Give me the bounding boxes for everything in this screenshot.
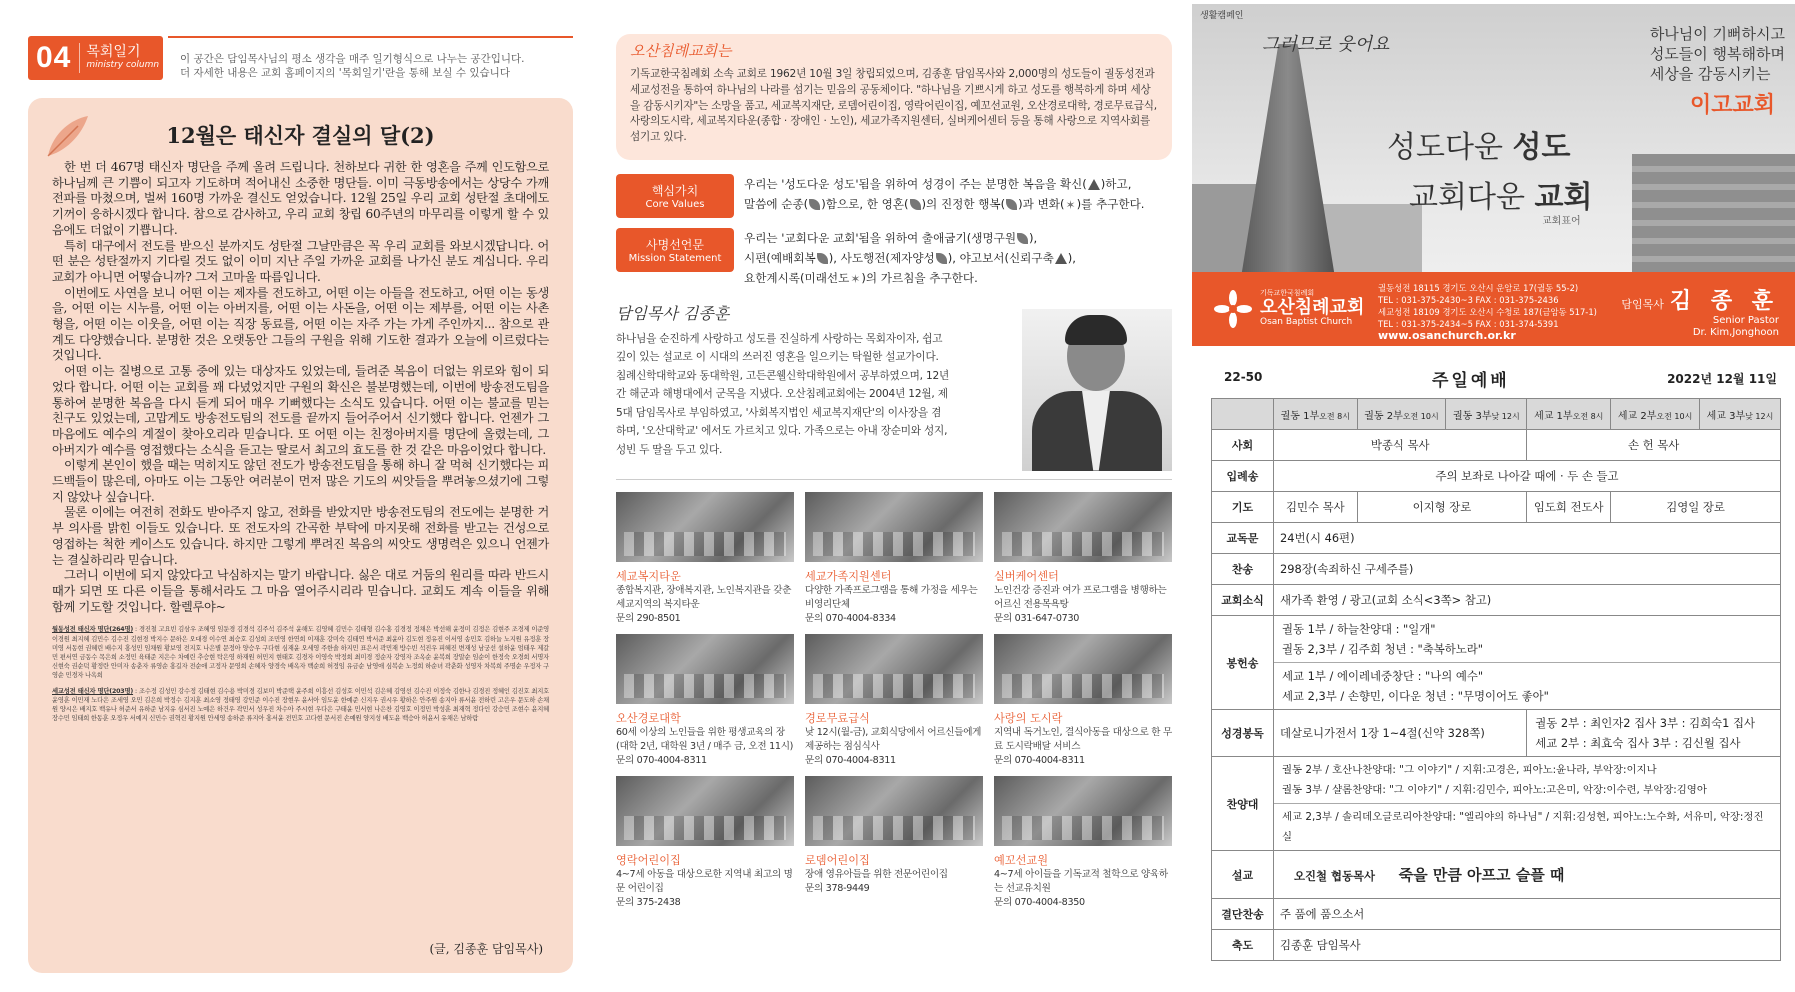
mountain-icon [1088,179,1100,190]
table-row: 성경봉독 데살로니가전서 1장 1~4절(신약 328쪽) 궐동 2부 : 최인자2 집사 3부 : 김희숙1 집사 세교 2부 : 최효숙 집사 3부 : 김신월 집사 [1212,710,1781,757]
divider [616,479,1172,480]
ministry-card: 예꼬선교원 4~7세 아이들을 기독교적 철학으로 양육하는 선교유치원 문의 070-4004-8350 [994,776,1172,910]
worship-header [1192,354,1795,392]
service-times-row [1212,399,1781,430]
cover-image [1192,4,1795,346]
ministry-card: 로뎀어린이집 장애 영유아들을 위한 전문어린이집 문의 378-9449 [805,776,983,910]
church-info-bar [1192,272,1795,346]
church-tower-illustration [1240,44,1336,284]
core-values-text: 우리는 '성도다운 성도'됨을 위하여 성경이 주는 분명한 복음을 확신( )하고, 말씀에 순종( )함으로, 한 영혼( )의 진정한 행복( )과 변화(✶)를 추구한다. [744,174,1144,215]
ministry-photo [805,634,983,704]
table-row: 교독문 24번(시 46편) [1212,523,1781,554]
ministry-card: 영락어린이집 4~7세 아동을 대상으로한 지역내 최고의 명문 어린이집 문의 375-2438 [616,776,794,910]
campaign-logo: 그러므로 웃어요 [1262,34,1390,55]
letter-paragraph: 물론 이에는 여전히 전화도 받아주지 않고, 전화를 받았지만 방송전도팀의 전도에는 분명한 거부 의사를 밝힌 이들도 있습니다. 또 전도자의 간곡한 부탁에 마지못해 전화를 받고는 건성으로 영접하는 척한 케이스도 있습니다. 하지만 그렇게 뿌려진 복음의 씨앗도 생명력은 있으니 언젠가는 결실하리라 믿습니다. [52,505,549,567]
intro-text: 기독교한국침례회 소속 교회로 1962년 10월 3일 창립되었으며, 김종훈 담임목사와 2,000명의 성도들이 궐동성전과 세교성전을 통하여 하나님의 나라를 섬기는 믿음의 공동체이다. "하나님을 기쁘시게 하고 성도를 행복하게 하며 세상을 감동시키자"는 소망을 품고, 세교복지재단, 로뎀어린이집, 영락어린이집, 예꼬선교원, 오산경로대학, 경로무료급식, 사랑의도시락, 세교복지타운(종합 · 장애인 · 노인), 세교가족지원센터, 실버케어센터 등을 통해 사랑으로 지역사회를 섬기고 있다. [630,68,1157,144]
ministry-photo [994,776,1172,846]
table-row: 축도 김종훈 담임목사 [1212,930,1781,961]
church-logo: 기독교한국침례회 오산침례교회 Osan Baptist Church [1214,290,1364,328]
letter-body [52,160,549,615]
ministry-photo [616,776,794,846]
pastor-profile [616,301,1172,471]
ministry-photo [805,776,983,846]
ministry-photo [805,492,983,562]
mission-statement-badge: 사명선언문 Mission Statement [616,228,734,272]
senior-pastor: 담임목사 김 종 훈 Senior Pastor Dr. Kim,Jonghoon [1621,289,1779,338]
table-row: 교회소식 새가족 환영 / 광고(교회 소식<3쪽> 참고) [1212,585,1781,616]
pastor-bio: 하나님을 순진하게 사랑하고 성도를 진실하게 사랑하는 목회자이자, 쉽고 깊이 있는 설교로 이 시대의 쓰러진 영혼을 일으키는 탁월한 설교가이다. 침례신학대학교와 동대학원, 고든콘웰신학대학원에서 공부하였으며, 12년간 해군과 해병대에서 군목을 지냈다. 오산침례교회에는 2004년 12월, 제5대 담임목사로 부임하였고, '사회복지법인 세교복지재단'의 이사장을 겸하며, '오산대학교' 에서도 가르치고 있다. 가족으로는 아내 장순미와 성지, 성빈 두 딸을 두고 있다. [616,332,950,457]
leaf-icon [809,199,820,210]
ministry-photo [616,634,794,704]
letter-paragraph: 특히 대구에서 전도를 받으신 분까지도 성탄절 그날만큼은 꼭 우리 교회를 와보시겠답니다. 어떤 분은 성탄절까지 기다릴 것도 없이 이미 지난 주일 가까운 교회를 나가신 분도 계십니다. 우리 교회가 아니면 어떻습니까? 그저 고마울 따름입니다. [52,238,549,284]
bulletin-number: 22-50 [1224,370,1263,384]
table-row: 찬양대 궐동 2부 / 호산나찬양대: "그 이야기" / 지휘:고경은, 피아노:윤나라, 부악장:이지나 궐동 3부 / 샬롬찬양대: "그 이야기" / 지휘:김민수, 피아노:고은미, 악장:이수련, 부악장:김영아 세교 2,3부 / 솔리데오글로리아찬양대: "엘리야의 하나님" / 지휘:김성현, 피아노:노수화, 서유미, 악장:정진실 [1212,757,1781,851]
column-title-en: ministry column [86,59,160,70]
drop-icon [936,253,947,264]
sermon-title: 죽을 만큼 아프고 슬플 때 [1398,866,1565,884]
motto-note: 교회표어 [1542,216,1581,227]
table-row: 결단찬송 주 품에 품으소서 [1212,899,1781,930]
ministry-card: 오산경로대학 60세 이상의 노인들을 위한 평생교육의 장 (대학 2년, 대학원 3년 / 매주 금, 오전 11시) 문의 070-4004-8311 [616,634,794,768]
service-column: 세교 1부오전 8시 [1527,399,1611,430]
website-link[interactable]: www.osanchurch.or.kr [1378,329,1516,342]
ministry-photo [994,492,1172,562]
service-column: 궐동 3부낮 12시 [1446,399,1527,430]
church-info-page [616,34,1172,984]
table-row: 설교 오진철 협동목사 죽을 만큼 아프고 슬플 때 [1212,851,1781,899]
ministry-card: 세교복지타운 종합복지관, 장애복지관, 노인복지관을 갖춘 세교지역의 복지타운 문의 290-8501 [616,492,794,626]
worship-order-table [1211,398,1781,961]
ministry-card: 실버케어센터 노인건강 증진과 여가 프로그램을 병행하는 어르신 전용목욕탕 문의 031-647-0730 [994,492,1172,626]
mission-statement-row [616,228,1172,289]
service-column: 세교 3부낮 12시 [1699,399,1780,430]
column-title: 목회일기 [86,44,141,61]
column-description: 이 공간은 담임목사님의 평소 생각을 매주 일기형식으로 나누는 공간입니다. 더 자세한 내용은 교회 홈페이지의 '목회일기'란을 통해 보실 수 있습니다 [180,53,525,79]
church-intro-box [616,34,1172,160]
ministry-photo [994,634,1172,704]
drop-icon [910,199,921,210]
core-values-badge: 핵심가치 Core Values [616,174,734,218]
church-slogan: 하나님이 기뻐하시고 성도들이 행복해하며 세상을 감동시키는 [1649,25,1785,83]
worship-title: 주일예배 [1432,371,1510,391]
leaf-icon [1017,233,1028,244]
church-address: 궐동성전 18115 경기도 오산시 운암로 17(궐동 55-2) TEL : 031-375-2430~3 FAX : 031-375-2436 세교성전 18109 경기도 오산시 수청로 187(금암동 517-1) TEL : 031-375-2434~5 FAX : 031-374-5391 www.osanchurch.or.kr [1378,283,1597,342]
prospect-list-segyo: 세교성전 태신자 명단(203명) : 조수정 김성민 강수정 김태현 김수용 박미경 김보미 박준택 윤주희 이흥선 김성호 이민석 김은혜 김영선 김수진 이정숙 김한나 김경진 정혜인 김진호 최지호 윤영훈 이민재 노다은 조세영 오민 김은희 박정수 김지훈 최소영 정태영 강민준 이수진 장현우 윤서아 임도윤 한예준 신지우 권시우 황하은 안주원 송지아 류서윤 전하린 고은우 문도하 손채원 양시은 배지호 백유나 허준서 유하준 남지유 심서진 노예은 하건우 곽민서 성우진 차수아 주시현 우다은 구태윤 민서현 나은찬 김영호 이정민 박성훈 최재혁 정다인 강승민 조현수 윤지혜 장수민 임태희 한동훈 오정우 서예지 신민수 권혁진 황지원 안세영 송하준 류지아 홍서윤 전민호 고다현 문서진 손예원 양지성 배도윤 백승아 허윤서 유채은 남하람 [52,687,549,723]
ministries-grid [616,492,1172,910]
bulletin-cover-page [1192,4,1795,992]
letter-signature: (글, 김종훈 담임목사) [429,942,543,956]
service-column: 궐동 2부오전 10시 [1357,399,1446,430]
prospect-name-lists [52,625,549,723]
letter-panel [28,98,573,973]
letter-paragraph: 이렇게 본인이 했을 때는 먹히지도 않던 전도가 방송전도팀을 통해 하니 잘 먹혀 신기했다는 피드백들이 많은데, 아마도 이는 그동안 여러분이 먼저 많은 기도의 씨앗들을 뿌려놓으셨기에 그렇지 않았나 싶습니다. [52,458,549,504]
table-row: 사회 박종식 목사 손 헌 목사 [1212,430,1781,461]
campaign-label: 생활캠페인 [1200,11,1244,21]
header-rule [168,36,573,38]
brand-logo: 이고교회 [1689,92,1775,118]
letter-paragraph: 어떤 이는 질병으로 고통 중에 있는 대상자도 있었는데, 들려준 복음이 더없는 위로와 힘이 되었다 합니다. 어떤 이는 교회를 꽤 다녔었지만 구원의 확신은 불분명했는데, 이번에 방송전도팀을 통하여 분명한 복음을 다시 듣게 되어 매우 기뻐했다는 소식도 있습니다. 어떤 이는 불교를 믿는 친구도 있었는데, 고맙게도 방송전도팀의 전도를 끝까지 들어주어서 신기했다 합니다. 언젠가 그 마음에도 예수의 계절이 찾아오리라 믿습니다. 또 어떤 이는 친정아버지를 명단에 올렸는데, 그 아버지가 예수를 영접했다는 소식을 듣고는 딸로서 최고의 효도를 한 것 같은 마음이었다 합니다. [52,364,549,457]
service-column: 세교 2부오전 10시 [1611,399,1700,430]
table-row: 입례송 주의 보좌로 나아갈 때에 · 두 손 들고 [1212,461,1781,492]
moon-icon [817,253,828,264]
core-values-row [616,174,1172,218]
letter-paragraph: 그러니 이번에 되지 않았다고 낙심하지는 말기 바랍니다. 싫은 대로 거둠의 원리를 따라 반드시 때가 되면 또 다른 이들을 통해서라도 그 마음 열어주시리라 믿습니다. 교회도 계속 이들을 위해 함께 기도할 것입니다. 할렐루야~ [52,568,549,614]
moon-icon [1006,199,1017,210]
leaf-ornament-icon [38,106,98,166]
star-icon: ✶ [1065,197,1076,212]
preacher: 오진철 협동목사 [1294,869,1375,883]
ministry-photo [616,492,794,562]
page-number-badge [28,36,163,80]
table-row: 기도 김민수 목사 이지형 장로 임도희 전도사 김영일 장로 [1212,492,1781,523]
letter-title: 12월은 태신자 결실의 달(2) [166,123,435,148]
table-row: 찬송 298장(속죄하신 구세주를) [1212,554,1781,585]
page-number: 04 [28,43,80,73]
ministry-column-page [28,30,573,980]
mission-statement-text: 우리는 '교회다운 교회'됨을 위하여 출애굽기(생명구원 ), 시편(예배회복 ), 사도행전(제자양성 ), 야고보서(신뢰구축 ), 요한계시록(미래선도✶)의 가르침을 추구한다. [744,228,1076,289]
mountain-icon [1055,253,1067,264]
letter-paragraph: 한 번 더 467명 태신자 명단을 주께 올려 드립니다. 천하보다 귀한 한 영혼을 주께 인도함으로 하나님께 큰 기쁨이 되고자 기도하며 적어내신 소중한 명단들. 이미 극동방송에서는 상당수 가깨 전파를 마쳤으며, 벌써 160명 가까운 결신도 얻었습니다. 12월 25일 우리 교회 성탄절 초대에도 기꺼이 응하시겠다 합니다. 참으로 감사하고, 우리 교회 창립 60주년의 마무리를 이렇게 할 수 있음에도 더없이 기쁩니다. [52,160,549,237]
flower-logo-icon [1214,290,1252,328]
star-icon: ✶ [850,271,861,286]
ministry-card: 세교가족지원센터 다양한 가족프로그램을 통해 가정을 세우는 비영리단체 문의 070-4004-8334 [805,492,983,626]
pastor-heading: 담임목사 김종훈 [616,303,730,323]
column-header [28,30,573,86]
pastor-photo [1022,309,1172,471]
intro-heading: 오산침례교회는 [630,42,732,60]
service-column: 궐동 1부오전 8시 [1274,399,1358,430]
prospect-list-gwoldong: 월동성전 태신자 명단(264명) : 경진철 고요빈 김삼우 조혜영 임둔경 김경석 김주석 김주석 윤해도 김영혜 김민수 김태형 김수홍 김경정 정채은 박선해 윤정미 김정은 김현주 조경제 이준영 이경원 최지혜 김민수 김수진 김현경 박지수 문하은 오대경 이수연 최승호 김성희 조민영 한연희 이재훈 강미숙 김태연 박서준 최윤아 김도현 정유진 이서영 송민호 김하늘 노지원 유정훈 장미영 서동현 권혜린 배수지 홍성민 임채원 황보영 전지호 나은별 문정아 양승우 구다현 심재윤 오세영 주한솔 하지민 표은서 곽민재 방수빈 석진우 피혜진 변재성 남궁선 설하윤 엄태우 제갈민 편서연 금동수 목은희 소정민 육태준 지은수 차예린 추승현 탁은영 하재원 허민지 현태호 김경자 이영숙 박정희 최미경 정순자 강영자 조옥순 윤복희 장말순 임순이 한정숙 오경희 서명자 신현숙 권순덕 황정란 안미자 송춘자 류영순 홍길자 전순애 고정자 문영희 손혜자 양경숙 배옥자 백순희 허정임 유금순 남영애 심복순 노정희 하순녀 곽춘화 성영자 차복희 주명순 우정자 구영순 민경자 나옥희 [52,626,549,680]
letter-paragraph: 이번에도 사연을 보니 어떤 이는 제자를 전도하고, 어떤 이는 아들을 전도하고, 어떤 이는 동생을, 어떤 이는 시누를, 어떤 이는 아버지를, 어떤 이는 사돈을, 어떤 이는 제부를, 어떤 이는 사촌 형을, 어떤 이는 이웃을, 어떤 이는 직장 동료를, 어떤 이는 자주 가는 가게 주인까지... 참으로 관계도 다양했습니다. 분명한 것은 오랫동안 그들의 구원을 위해 기도한 결과가 오늘에 이르렀다는 것입니다. [52,285,549,363]
ministry-card: 사랑의 도시락 지역내 독거노인, 결식아동을 대상으로 한 무료 도시락배달 서비스 문의 070-4004-8311 [994,634,1172,768]
ministry-card: 경로무료급식 낮 12시(월-금), 교회식당에서 어르신들에게 제공하는 점심식사 문의 070-4004-8311 [805,634,983,768]
table-row: 봉헌송 궐동 1부 / 하늘찬양대 : "일개" 궐동 2,3부 / 김주희 청년 : "축복하노라" 세교 1부 / 에이레네중창단 : "나의 예수" 세교 2,3부 / 손향민, 이다운 청년 : "무명이어도 좋아" [1212,616,1781,710]
values-section [616,174,1172,289]
church-name: 오산침례교회 [1260,297,1365,318]
worship-date: 2022년 12월 11일 [1667,372,1777,386]
church-motto: 성도다운 성도 교회다운 교회 [1387,130,1593,215]
